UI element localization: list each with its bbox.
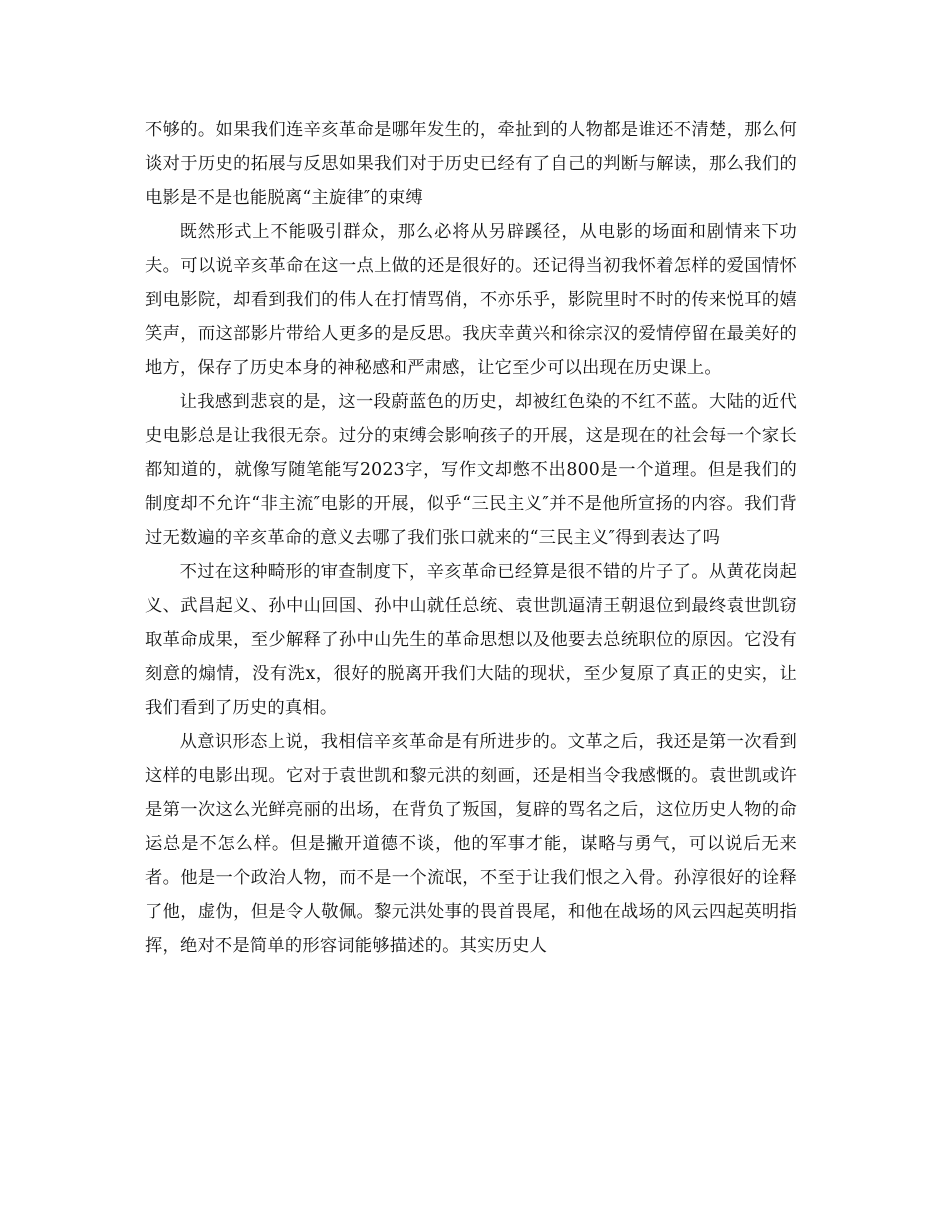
- paragraph-5: 从意识形态上说，我相信辛亥革命是有所进步的。文革之后，我还是第一次看到这样的电影出现。它对于袁世凯和黎元洪的刻画，还是相当令我感慨的。袁世凯或许是第一次这么光鲜亮丽的出场，在背负了叛国，复辟的骂名之后，这位历史人物的命运总是不怎么样。但是撇开道德不谈，他的军事才能，谋略与勇气，可以说后无来者。他是一个政治人物，而不是一个流氓，不至于让我们恨之入骨。孙淳很好的诠释了他，虚伪，但是令人敬佩。黎元洪处事的畏首畏尾，和他在战场的风云四起英明指挥，绝对不是简单的形容词能够描述的。其实历史人: [145, 732, 797, 956]
- paragraph-4: 不过在这种畸形的审查制度下，辛亥革命已经算是很不错的片子了。从黄花岗起义、武昌起义、孙中山回国、孙中山就任总统、袁世凯逼清王朝退位到最终袁世凯窃取革命成果，至少解释了孙中山先生的革命思想以及他要去总统职位的原因。它没有刻意的煽情，没有洗x，很好的脱离开我们大陆的现状，至少复原了真正的史实，让我们看到了历史的真相。: [145, 562, 797, 718]
- paragraph-2: 既然形式上不能吸引群众，那么必将从另辟蹊径，从电影的场面和剧情来下功夫。可以说辛亥革命在这一点上做的还是很好的。还记得当初我怀着怎样的爱国情怀到电影院，却看到我们的伟人在打情骂俏，不亦乐乎，影院里时不时的传来悦耳的嬉笑声，而这部影片带给人更多的是反思。我庆幸黄兴和徐宗汉的爱情停留在最美好的地方，保存了历史本身的神秘感和严肃感，让它至少可以出现在历史课上。: [145, 222, 797, 378]
- paragraph-3: 让我感到悲哀的是，这一段蔚蓝色的历史，却被红色染的不红不蓝。大陆的近代史电影总是让我很无奈。过分的束缚会影响孩子的开展，这是现在的社会每一个家长都知道的，就像写随笔能写2023字，写作文却憋不出800是一个道理。但是我们的制度却不允许“非主流″电影的开展，似乎“三民主义″并不是他所宣扬的内容。我们背过无数遍的辛亥革命的意义去哪了我们张口就来的“三民主义″得到表达了吗: [145, 392, 797, 548]
- document-body: [145, 113, 797, 963]
- paragraph-1: 不够的。如果我们连辛亥革命是哪年发生的，牵扯到的人物都是谁还不清楚，那么何谈对于历史的拓展与反思如果我们对于历史已经有了自己的判断与解读，那么我们的电影是不是也能脱离“主旋律″的束缚: [145, 120, 797, 208]
